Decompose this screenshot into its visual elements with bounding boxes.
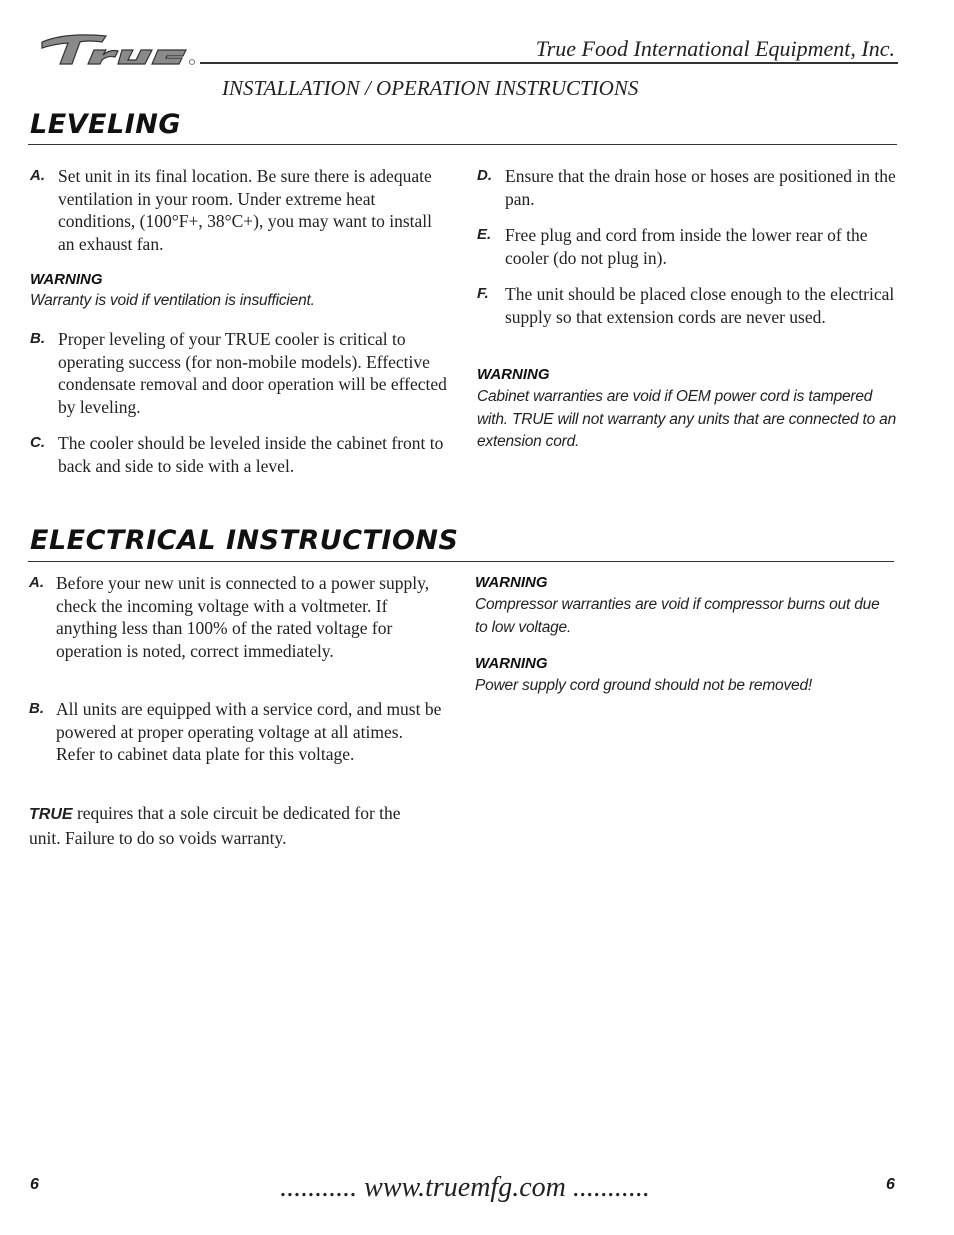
electrical-item-b — [29, 698, 443, 766]
warning-title: WARNING — [475, 574, 548, 591]
electrical-item-a — [29, 572, 441, 662]
item-letter: C. — [30, 434, 45, 451]
warning-title: WARNING — [475, 655, 548, 672]
item-letter: B. — [29, 700, 44, 717]
document-subtitle: INSTALLATION / OPERATION INSTRUCTIONS — [222, 76, 639, 100]
item-text: Free plug and cord from inside the lower rear of the cooler (do not plug in). — [505, 225, 868, 268]
leveling-item-b — [30, 328, 452, 418]
leveling-item-d — [477, 165, 897, 210]
electrical-heading: ELECTRICAL INSTRUCTIONS — [30, 525, 459, 556]
warning-text: Warranty is void if ventilation is insufficient. — [30, 292, 315, 309]
note-text: requires that a sole circuit be dedicated for the unit. Failure to do so voids warranty. — [29, 803, 401, 848]
leveling-heading: LEVELING — [30, 109, 181, 140]
item-text: Set unit in its final location. Be sure there is adequate ventilation in your room. Under extreme heat conditions, (100°F+, 38°C+), you may want to install an exhaust fan. — [58, 166, 432, 254]
page-number-left: 6 — [30, 1176, 39, 1193]
item-letter: E. — [477, 226, 492, 243]
item-letter: F. — [477, 285, 489, 302]
true-logo-graphic — [36, 30, 196, 70]
electrical-divider — [28, 561, 894, 562]
item-text: Ensure that the drain hose or hoses are positioned in the pan. — [505, 166, 896, 209]
warning-text: Cabinet warranties are void if OEM power cord is tampered with. TRUE will not warranty any units that are connected to an extension cord. — [477, 388, 897, 450]
leveling-item-f — [477, 283, 897, 328]
leveling-item-e — [477, 224, 897, 269]
true-logo — [36, 30, 196, 70]
warning-text: Compressor warranties are void if compressor burns out due to low voltage. — [475, 596, 880, 636]
leveling-item-c — [30, 432, 450, 477]
electrical-note — [29, 802, 429, 849]
website-url: ........... www.truemfg.com ........... — [280, 1172, 650, 1203]
brand-name: TRUE — [29, 806, 73, 823]
item-letter: A. — [30, 167, 45, 184]
item-letter: D. — [477, 167, 492, 184]
header-divider — [200, 62, 898, 64]
page-number-right: 6 — [886, 1176, 895, 1193]
company-name: True Food International Equipment, Inc. — [535, 36, 895, 61]
item-text: All units are equipped with a service cord, and must be powered at proper operating voltage at all atimes. Refer to cabinet data plate for this voltage. — [56, 699, 442, 764]
warning-title: WARNING — [30, 271, 103, 288]
leveling-divider — [28, 144, 897, 145]
leveling-item-a — [30, 165, 450, 255]
item-text: Proper leveling of your TRUE cooler is critical to operating success (for non-mobile models). Effective condensate removal and door operation will be effected by leveling. — [58, 329, 447, 417]
warning-title: WARNING — [477, 366, 550, 383]
item-text: The cooler should be leveled inside the cabinet front to back and side to side with a level. — [58, 433, 444, 476]
item-letter: B. — [30, 330, 45, 347]
item-text: The unit should be placed close enough to the electrical supply so that extension cords are never used. — [505, 284, 895, 327]
item-text: Before your new unit is connected to a power supply, check the incoming voltage with a voltmeter. If anything less than 100% of the rated voltage for operation is noted, correct immediately. — [56, 573, 430, 661]
warning-text: Power supply cord ground should not be removed! — [475, 677, 812, 694]
item-letter: A. — [29, 574, 44, 591]
